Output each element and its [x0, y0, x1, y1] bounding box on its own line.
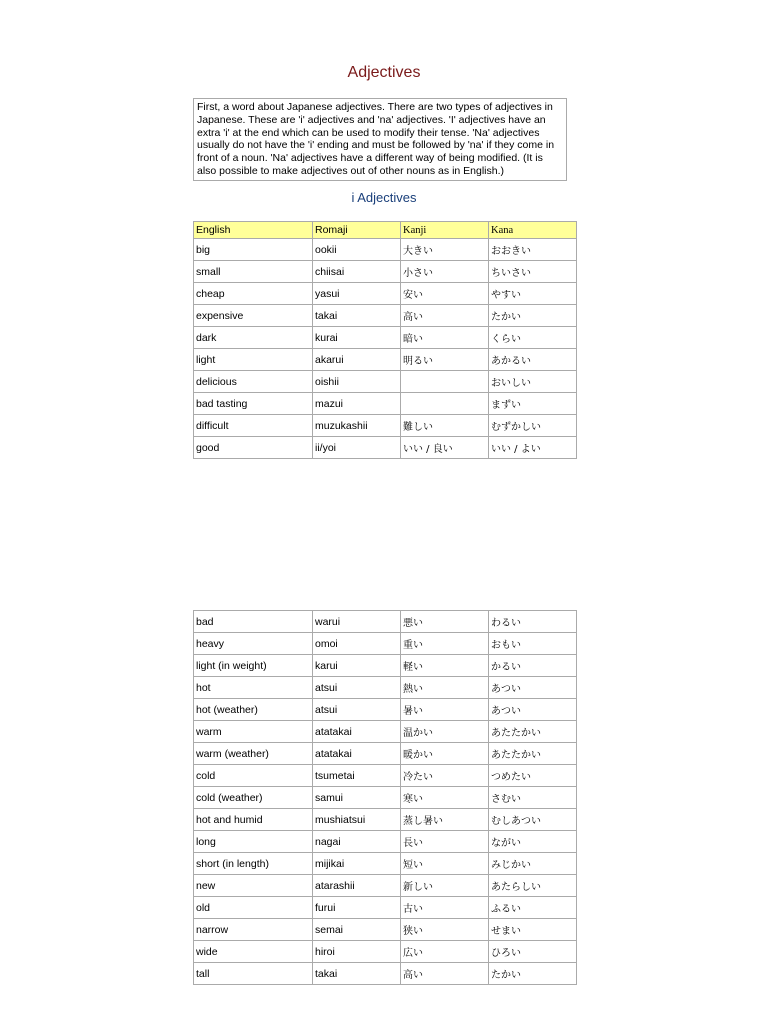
cell-romaji: mushiatsui — [313, 809, 401, 831]
cell-english: tall — [194, 963, 313, 985]
table-row — [194, 393, 577, 415]
cell-kana: あたたかい — [489, 743, 577, 765]
cell-kanji: 暖かい — [401, 743, 489, 765]
cell-romaji: atsui — [313, 677, 401, 699]
cell-english: light — [194, 349, 313, 371]
cell-kana: たかい — [489, 305, 577, 327]
cell-romaji: oishii — [313, 371, 401, 393]
cell-english: hot (weather) — [194, 699, 313, 721]
cell-english: dark — [194, 327, 313, 349]
cell-kana: あかるい — [489, 349, 577, 371]
cell-english: heavy — [194, 633, 313, 655]
table-row — [194, 809, 577, 831]
cell-romaji: chiisai — [313, 261, 401, 283]
cell-romaji: muzukashii — [313, 415, 401, 437]
cell-english: narrow — [194, 919, 313, 941]
cell-romaji: omoi — [313, 633, 401, 655]
cell-kanji: 短い — [401, 853, 489, 875]
cell-kanji — [401, 393, 489, 415]
cell-kanji: 軽い — [401, 655, 489, 677]
cell-romaji: takai — [313, 305, 401, 327]
table-row — [194, 349, 577, 371]
header-english: English — [194, 222, 313, 239]
cell-english: big — [194, 239, 313, 261]
table-row — [194, 677, 577, 699]
cell-english: cold (weather) — [194, 787, 313, 809]
table-row — [194, 327, 577, 349]
cell-english: small — [194, 261, 313, 283]
cell-kana: あたらしい — [489, 875, 577, 897]
cell-kana: さむい — [489, 787, 577, 809]
cell-kana: ひろい — [489, 941, 577, 963]
cell-romaji: takai — [313, 963, 401, 985]
cell-english: bad — [194, 611, 313, 633]
cell-english: old — [194, 897, 313, 919]
intro-paragraph: First, a word about Japanese adjectives. There are two types of adjectives in Japanese. These are 'i' adjectives and 'na' adjectives. 'I' adjectives have an extra 'i' at the end which can be used to modify their tense. 'Na' adjectives usually do not have the 'i' ending and must be followed by 'na' if they come in front of a noun. 'Na' adjectives have a different way of being modified. (It is also possible to make adjectives out of other nouns as in English.) — [193, 98, 567, 181]
cell-kana: せまい — [489, 919, 577, 941]
table-row — [194, 239, 577, 261]
cell-romaji: karui — [313, 655, 401, 677]
table-row — [194, 633, 577, 655]
cell-kanji: 小さい — [401, 261, 489, 283]
table-row — [194, 611, 577, 633]
cell-english: new — [194, 875, 313, 897]
table-row — [194, 371, 577, 393]
cell-kana: ふるい — [489, 897, 577, 919]
cell-english: cold — [194, 765, 313, 787]
cell-kana: わるい — [489, 611, 577, 633]
cell-kana: かるい — [489, 655, 577, 677]
cell-english: warm (weather) — [194, 743, 313, 765]
table-row — [194, 699, 577, 721]
cell-english: hot and humid — [194, 809, 313, 831]
cell-romaji: atarashii — [313, 875, 401, 897]
cell-kanji: 難しい — [401, 415, 489, 437]
cell-english: good — [194, 437, 313, 459]
cell-kanji: 新しい — [401, 875, 489, 897]
cell-kanji: いい / 良い — [401, 437, 489, 459]
cell-kanji: 高い — [401, 305, 489, 327]
cell-kana: おいしい — [489, 371, 577, 393]
cell-english: delicious — [194, 371, 313, 393]
cell-english: cheap — [194, 283, 313, 305]
cell-kanji: 寒い — [401, 787, 489, 809]
cell-english: long — [194, 831, 313, 853]
cell-kana: あつい — [489, 677, 577, 699]
cell-kana: くらい — [489, 327, 577, 349]
table-row — [194, 261, 577, 283]
cell-english: warm — [194, 721, 313, 743]
cell-english: light (in weight) — [194, 655, 313, 677]
cell-romaji: furui — [313, 897, 401, 919]
cell-kanji: 蒸し暑い — [401, 809, 489, 831]
table-row — [194, 853, 577, 875]
cell-kanji: 大きい — [401, 239, 489, 261]
cell-kanji: 暑い — [401, 699, 489, 721]
table-row — [194, 437, 577, 459]
cell-kanji: 高い — [401, 963, 489, 985]
table-row — [194, 743, 577, 765]
cell-romaji: hiroi — [313, 941, 401, 963]
header-romaji: Romaji — [313, 222, 401, 239]
cell-romaji: tsumetai — [313, 765, 401, 787]
cell-kanji: 暗い — [401, 327, 489, 349]
table-row — [194, 963, 577, 985]
cell-kana: つめたい — [489, 765, 577, 787]
i-adjectives-table — [193, 221, 577, 459]
cell-romaji: semai — [313, 919, 401, 941]
table-row — [194, 897, 577, 919]
cell-kana: ちいさい — [489, 261, 577, 283]
cell-kana: いい / よい — [489, 437, 577, 459]
cell-kana: やすい — [489, 283, 577, 305]
cell-kana: まずい — [489, 393, 577, 415]
cell-kanji: 冷たい — [401, 765, 489, 787]
cell-english: bad tasting — [194, 393, 313, 415]
cell-kana: あたたかい — [489, 721, 577, 743]
cell-kanji: 長い — [401, 831, 489, 853]
cell-kana: ながい — [489, 831, 577, 853]
cell-romaji: samui — [313, 787, 401, 809]
cell-kanji: 悪い — [401, 611, 489, 633]
cell-kanji: 温かい — [401, 721, 489, 743]
cell-kanji: 明るい — [401, 349, 489, 371]
cell-romaji: yasui — [313, 283, 401, 305]
cell-romaji: warui — [313, 611, 401, 633]
cell-romaji: mazui — [313, 393, 401, 415]
table-row — [194, 655, 577, 677]
cell-english: hot — [194, 677, 313, 699]
table-row — [194, 787, 577, 809]
cell-kanji: 安い — [401, 283, 489, 305]
cell-kanji — [401, 371, 489, 393]
table-row — [194, 305, 577, 327]
cell-kana: おおきい — [489, 239, 577, 261]
cell-romaji: atatakai — [313, 721, 401, 743]
cell-kanji: 広い — [401, 941, 489, 963]
header-kanji: Kanji — [401, 222, 489, 239]
cell-english: short (in length) — [194, 853, 313, 875]
table-row — [194, 919, 577, 941]
cell-kana: あつい — [489, 699, 577, 721]
cell-romaji: ookii — [313, 239, 401, 261]
i-adjectives-table-continued — [193, 610, 577, 985]
table-row — [194, 941, 577, 963]
header-kana: Kana — [489, 222, 577, 239]
cell-kana: たかい — [489, 963, 577, 985]
cell-kana: むずかしい — [489, 415, 577, 437]
cell-english: wide — [194, 941, 313, 963]
cell-romaji: mijikai — [313, 853, 401, 875]
cell-romaji: atsui — [313, 699, 401, 721]
cell-kanji: 重い — [401, 633, 489, 655]
cell-romaji: kurai — [313, 327, 401, 349]
cell-english: difficult — [194, 415, 313, 437]
cell-romaji: atatakai — [313, 743, 401, 765]
table-header-row — [194, 222, 577, 239]
page-title: Adjectives — [347, 64, 421, 81]
table-row — [194, 721, 577, 743]
table-row — [194, 765, 577, 787]
cell-english: expensive — [194, 305, 313, 327]
cell-romaji: akarui — [313, 349, 401, 371]
cell-kana: おもい — [489, 633, 577, 655]
table-row — [194, 283, 577, 305]
cell-kanji: 古い — [401, 897, 489, 919]
cell-romaji: nagai — [313, 831, 401, 853]
cell-kana: みじかい — [489, 853, 577, 875]
table-row — [194, 831, 577, 853]
cell-romaji: ii/yoi — [313, 437, 401, 459]
table-row — [194, 875, 577, 897]
section-title-i-adjectives: i Adjectives — [351, 190, 417, 205]
cell-kana: むしあつい — [489, 809, 577, 831]
table-row — [194, 415, 577, 437]
cell-kanji: 熱い — [401, 677, 489, 699]
cell-kanji: 狭い — [401, 919, 489, 941]
